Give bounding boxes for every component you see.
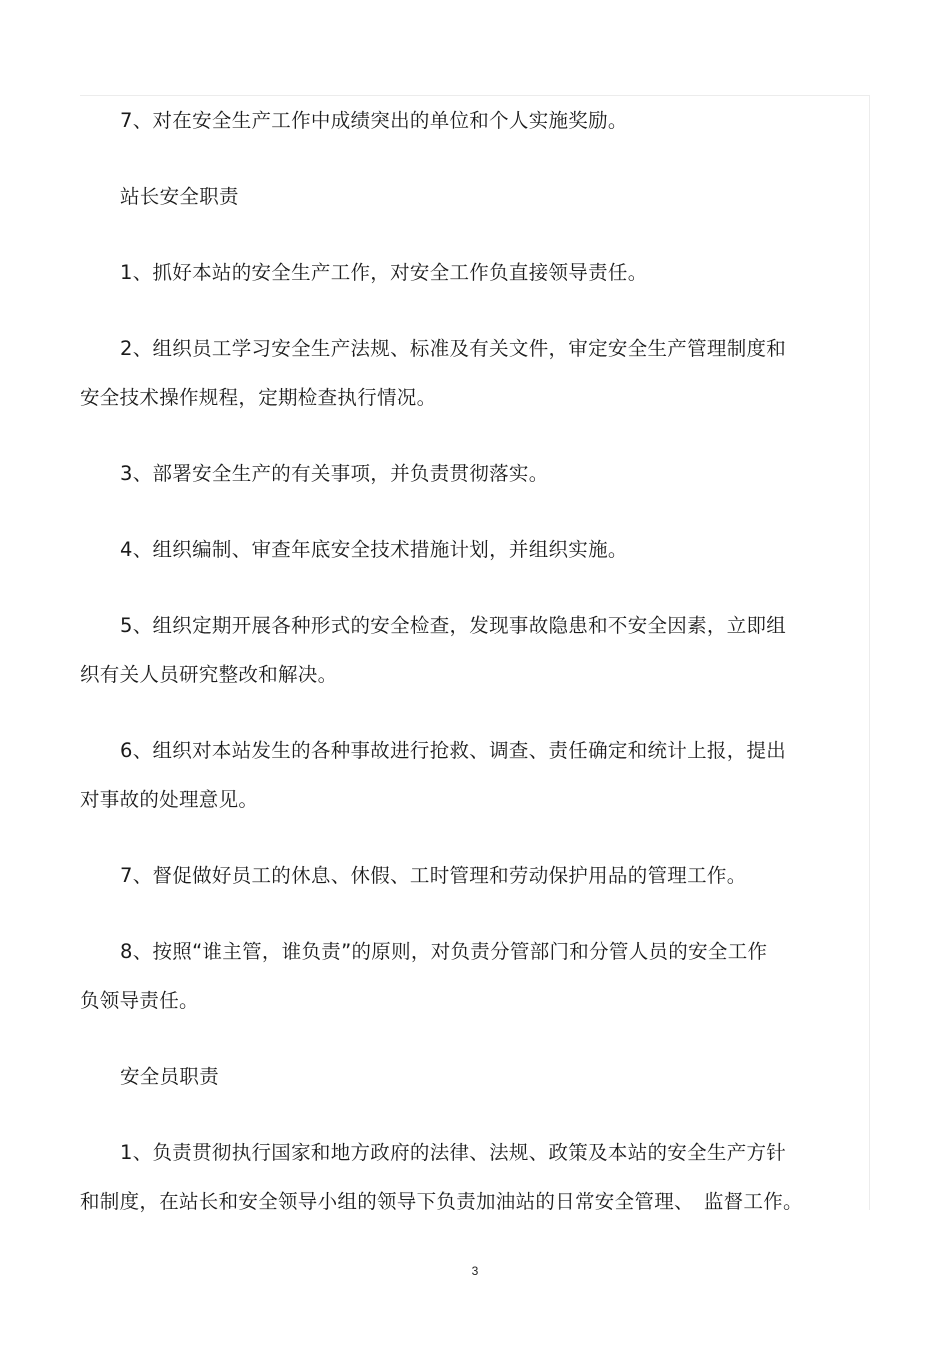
paragraph-line: 3、部署安全生产的有关事项，并负责贯彻落实。 — [120, 462, 549, 485]
paragraph-line: 对事故的处理意见。 — [80, 788, 259, 811]
section-heading: 安全员职责 — [120, 1065, 220, 1088]
paragraph-manager-5 — [80, 601, 860, 699]
document-body — [80, 96, 860, 1226]
paragraph-line: 8、按照“谁主管，谁负责”的原则，对负责分管部门和分管人员的安全工作 — [120, 940, 768, 963]
paragraph-line: 7、督促做好员工的休息、休假、工时管理和劳动保护用品的管理工作。 — [120, 864, 747, 887]
paragraph-line: 1、负责贯彻执行国家和地方政府的法律、法规、政策及本站的安全生产方针 — [120, 1141, 787, 1164]
section-heading-safety-officer — [80, 1052, 860, 1101]
paragraph-line: 4、组织编制、审查年底安全技术措施计划，并组织实施。 — [120, 538, 628, 561]
section-heading: 站长安全职责 — [120, 185, 239, 208]
paragraph-line: 1、抓好本站的安全生产工作，对安全工作负直接领导责任。 — [120, 261, 648, 284]
paragraph-item-7-reward — [80, 96, 860, 145]
paragraph-manager-7 — [80, 851, 860, 900]
paragraph-manager-3 — [80, 449, 860, 498]
paragraph-line: 7、对在安全生产工作中成绩突出的单位和个人实施奖励。 — [120, 109, 628, 132]
paragraph-manager-4 — [80, 525, 860, 574]
paragraph-officer-1 — [80, 1128, 860, 1226]
paragraph-line: 2、组织员工学习安全生产法规、标准及有关文件，审定安全生产管理制度和 — [120, 337, 787, 360]
paragraph-manager-1 — [80, 248, 860, 297]
paragraph-line: 织有关人员研究整改和解决。 — [80, 663, 338, 686]
paragraph-line: 6、组织对本站发生的各种事故进行抢救、调查、责任确定和统计上报，提出 — [120, 739, 787, 762]
paragraph-manager-8 — [80, 927, 860, 1025]
paragraph-line: 和制度，在站长和安全领导小组的领导下负责加油站的日常安全管理、 监督工作。 — [80, 1190, 803, 1213]
paragraph-line: 负领导责任。 — [80, 989, 199, 1012]
paragraph-line: 5、组织定期开展各种形式的安全检查，发现事故隐患和不安全因素，立即组 — [120, 614, 787, 637]
paragraph-line: 安全技术操作规程，定期检查执行情况。 — [80, 386, 437, 409]
page-number: 3 — [471, 1264, 479, 1278]
paragraph-manager-6 — [80, 726, 860, 824]
paragraph-manager-2 — [80, 324, 860, 422]
section-heading-station-manager — [80, 172, 860, 221]
